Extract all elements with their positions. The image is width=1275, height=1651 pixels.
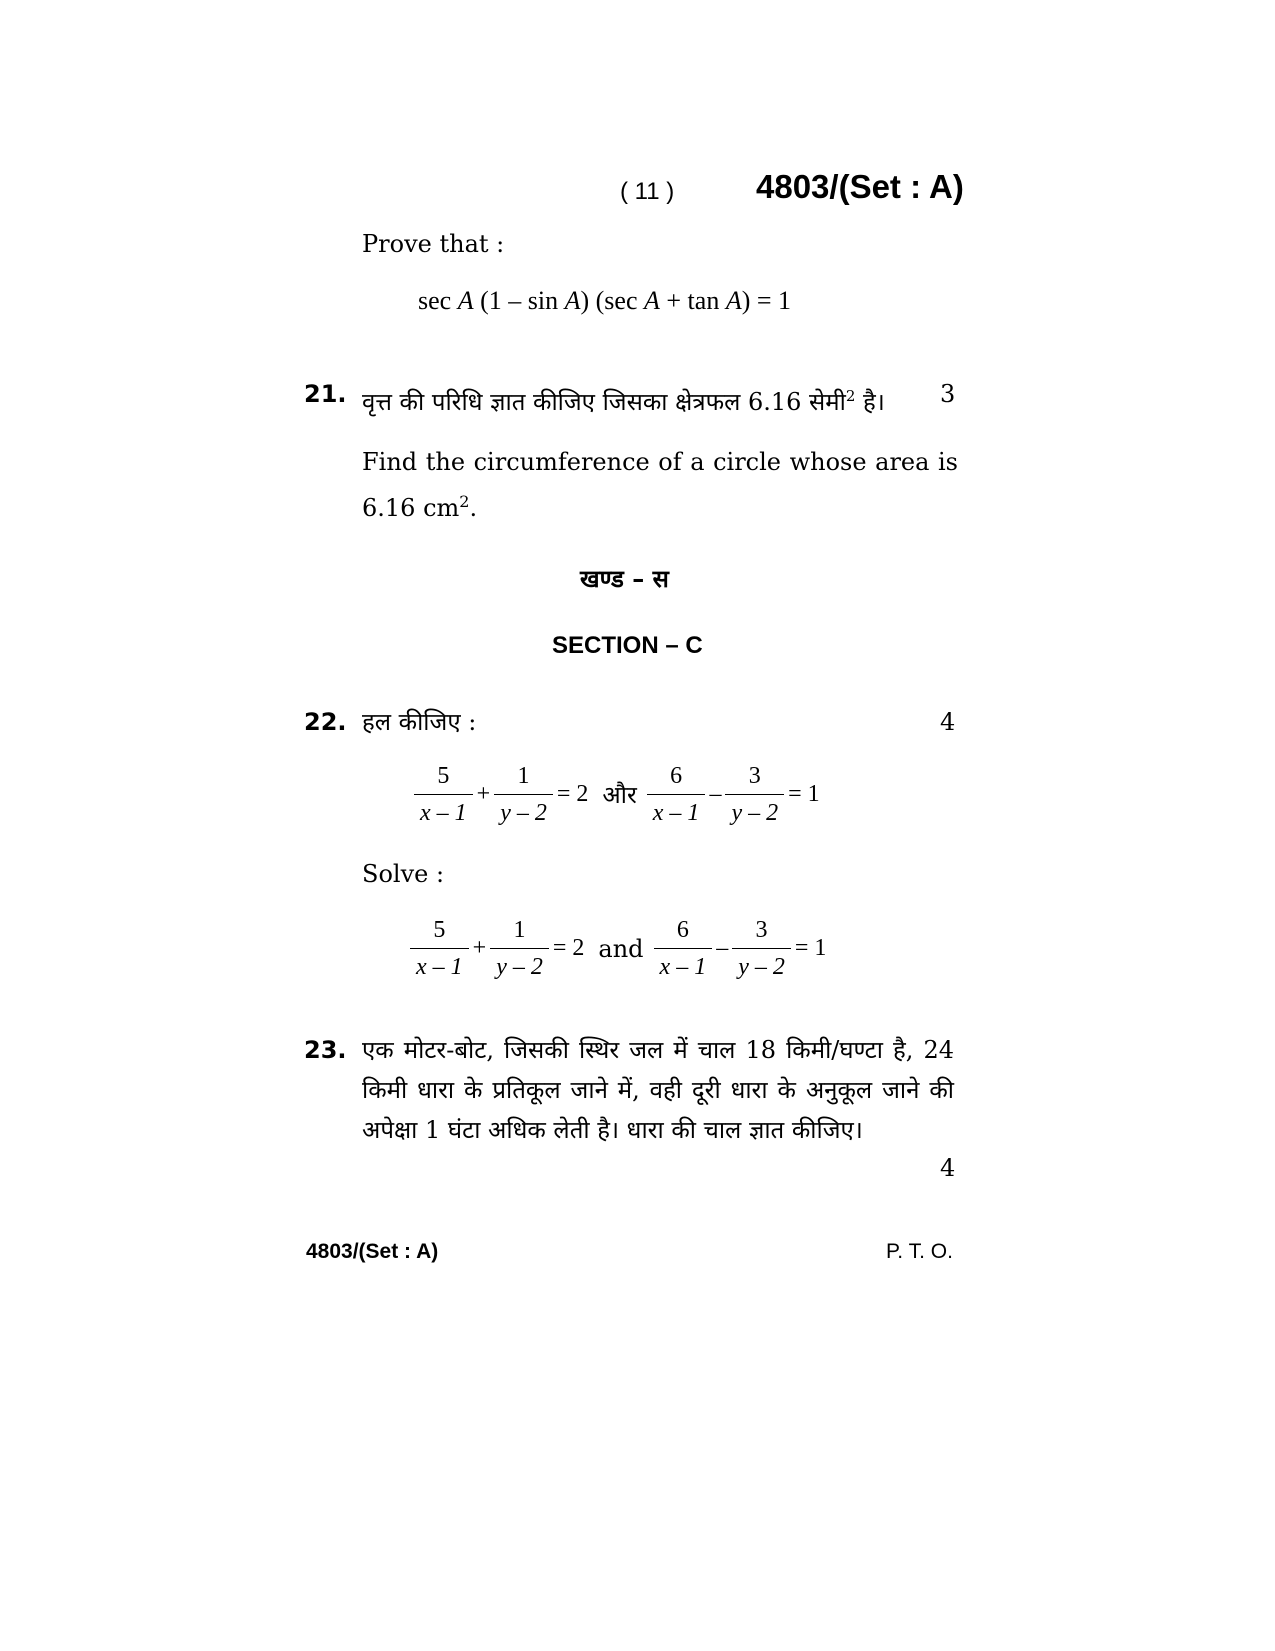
numerator: 5 <box>437 763 450 789</box>
section-heading-english: SECTION – C <box>552 632 703 659</box>
connector-english: and <box>598 934 644 963</box>
q23-hindi-text: एक मोटर-बोट, जिसकी स्थिर जल में चाल 18 किमी/घण्टा है, 24 किमी धारा के प्रतिकूल जाने में, वही दूरी धारा के अनुकूल जाने की अपेक्षा 1 घंटा अधिक लेती है। धारा की चाल ज्ञात कीजिए। <box>362 1036 954 1144</box>
denominator: x – 1 <box>410 948 469 981</box>
q21-english-text <box>362 442 958 528</box>
footer-pto: P. T. O. <box>886 1240 953 1263</box>
question-number-23: 23. <box>304 1036 347 1064</box>
q21-hindi-pre: वृत्त की परिधि ज्ञात कीजिए जिसका क्षेत्रफल 6.16 सेमी <box>362 388 846 416</box>
identity-part: sec <box>418 286 458 315</box>
q21-english-pre: Find the circumference of a circle whose area is 6.16 cm <box>362 448 958 522</box>
question-number-22: 22. <box>304 708 347 736</box>
fraction <box>732 916 791 981</box>
equals-rhs: = 2 <box>556 781 589 807</box>
q21-english-post: . <box>469 494 478 522</box>
fraction <box>414 762 473 827</box>
footer-set-code: 4803/(Set : A) <box>306 1240 439 1263</box>
numerator: 1 <box>517 763 530 789</box>
identity-var: A <box>725 286 742 315</box>
question-number-21: 21. <box>304 380 347 408</box>
q21-hindi-text <box>362 376 885 422</box>
identity-part: + tan <box>659 286 726 315</box>
q22-marks: 4 <box>940 708 956 736</box>
fraction <box>725 762 784 827</box>
prove-label: Prove that : <box>362 230 505 258</box>
denominator: x – 1 <box>654 948 713 981</box>
denominator: y – 2 <box>494 794 553 827</box>
page-number: ( 11 ) <box>620 178 675 205</box>
denominator: y – 2 <box>490 948 549 981</box>
equals-rhs: = 2 <box>552 935 585 961</box>
denominator: x – 1 <box>647 794 706 827</box>
identity-part: ) (sec <box>580 286 644 315</box>
identity-var: A <box>457 286 474 315</box>
set-code-header: 4803/(Set : A) <box>756 168 964 205</box>
q23-marks: 4 <box>940 1154 956 1182</box>
q21-english-sup: 2 <box>459 492 470 511</box>
operator: – <box>716 935 729 961</box>
numerator: 5 <box>433 917 446 943</box>
denominator: y – 2 <box>725 794 784 827</box>
fraction <box>410 916 469 981</box>
fraction <box>490 916 549 981</box>
numerator: 6 <box>670 763 683 789</box>
denominator: x – 1 <box>414 794 473 827</box>
equals-rhs: = 1 <box>794 935 827 961</box>
fraction <box>647 762 706 827</box>
numerator: 1 <box>513 917 526 943</box>
identity-part: ) = 1 <box>741 286 792 315</box>
fraction <box>494 762 553 827</box>
q22-english-label: Solve : <box>362 860 445 888</box>
connector-hindi: और <box>602 781 637 809</box>
q22-hindi-label: हल कीजिए : <box>362 708 477 736</box>
operator: – <box>709 781 722 807</box>
q22-equation-hindi <box>414 762 824 827</box>
q22-equation-english <box>410 916 830 981</box>
numerator: 3 <box>755 917 768 943</box>
numerator: 6 <box>676 917 689 943</box>
equals-rhs: = 1 <box>788 781 820 807</box>
identity-part: (1 – sin <box>473 286 565 315</box>
fraction <box>654 916 713 981</box>
q21-hindi-post: है। <box>855 388 885 416</box>
q21-hindi-sup: 2 <box>845 387 856 405</box>
denominator: y – 2 <box>732 948 791 981</box>
numerator: 3 <box>748 763 761 789</box>
q21-marks: 3 <box>940 380 956 408</box>
section-heading-hindi: खण्ड – स <box>580 565 669 593</box>
trig-identity <box>418 286 791 316</box>
identity-var: A <box>564 286 581 315</box>
identity-var: A <box>644 286 660 315</box>
operator: + <box>476 781 491 807</box>
operator: + <box>472 935 487 961</box>
